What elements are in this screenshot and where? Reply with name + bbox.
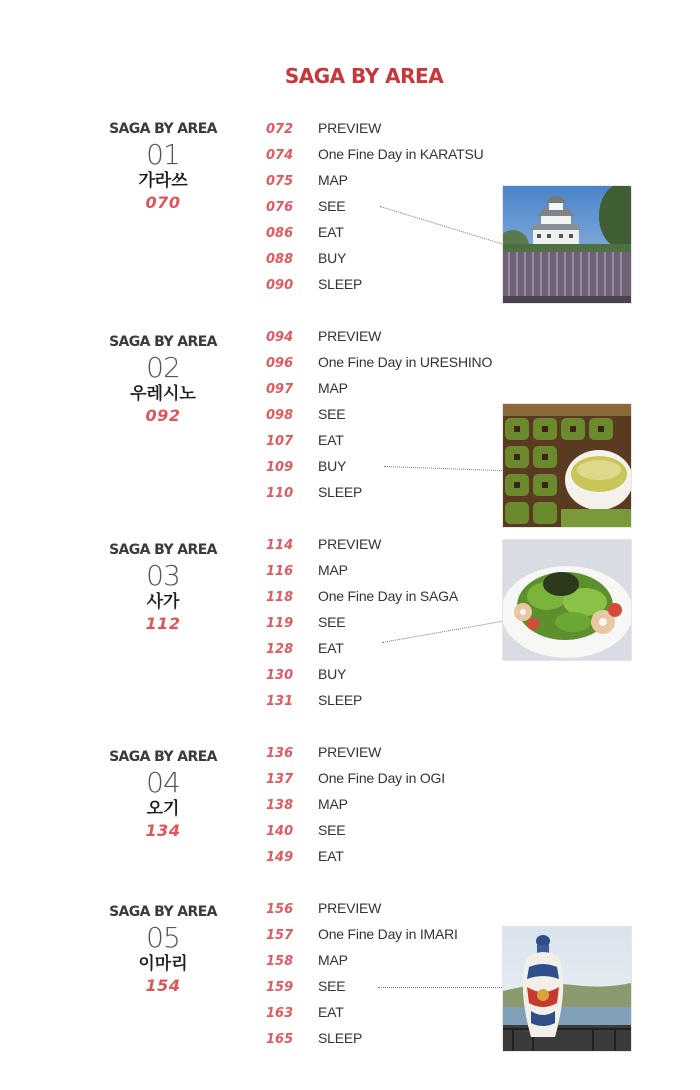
toc-page-number: 119 xyxy=(266,616,294,631)
area-start-page: 154 xyxy=(145,976,181,995)
toc-entry[interactable] xyxy=(266,115,484,141)
area-heading xyxy=(98,120,228,214)
toc-entry[interactable] xyxy=(266,167,484,193)
area-number: 05 xyxy=(146,921,180,954)
toc-entry-title: MAP xyxy=(318,952,348,968)
toc-page-number: 086 xyxy=(266,226,294,241)
toc-page-number: 157 xyxy=(266,928,294,943)
toc-page-number: 159 xyxy=(266,980,294,995)
porcelain-vase-photo-svg xyxy=(503,927,631,1051)
porcelain-vase-photo-icon xyxy=(502,926,632,1052)
area-label: SAGA BY AREA xyxy=(109,749,217,765)
area-number: 03 xyxy=(146,559,180,592)
toc-page-number: 090 xyxy=(266,278,294,293)
toc-page-number: 149 xyxy=(266,850,294,865)
toc-entry-title: PREVIEW xyxy=(318,744,382,760)
toc-entry[interactable] xyxy=(266,583,458,609)
toc-entry-title: EAT xyxy=(318,1004,344,1020)
toc-page-number: 097 xyxy=(266,382,294,397)
leader-line xyxy=(378,987,506,988)
toc-entry-title: SLEEP xyxy=(318,1030,363,1046)
toc-entry[interactable] xyxy=(266,999,458,1025)
toc-entry-title: SEE xyxy=(318,822,346,838)
toc-entry[interactable] xyxy=(266,609,458,635)
toc-page-number: 140 xyxy=(266,824,294,839)
toc-page-number: 130 xyxy=(266,668,294,683)
toc-page-number: 158 xyxy=(266,954,294,969)
page-title: SAGA BY AREA xyxy=(284,64,444,88)
toc-entry[interactable] xyxy=(266,1025,458,1051)
toc-entry[interactable] xyxy=(266,375,492,401)
toc-list xyxy=(266,531,458,713)
toc-page-number: 074 xyxy=(266,148,294,163)
area-name: 가라쓰 xyxy=(138,171,188,191)
toc-entry[interactable] xyxy=(266,739,445,765)
toc-entry[interactable] xyxy=(266,193,484,219)
toc-page-number: 116 xyxy=(266,564,294,579)
toc-entry[interactable] xyxy=(266,947,458,973)
toc-entry[interactable] xyxy=(266,817,445,843)
toc-entry[interactable] xyxy=(266,635,458,661)
toc-entry[interactable] xyxy=(266,427,492,453)
toc-entry-title: SLEEP xyxy=(318,276,363,292)
toc-entry-title: BUY xyxy=(318,250,347,266)
area-name: 우레시노 xyxy=(130,384,196,404)
area-heading xyxy=(98,748,228,842)
toc-page-number: 075 xyxy=(266,174,294,189)
toc-entry[interactable] xyxy=(266,349,492,375)
toc-entry-title: MAP xyxy=(318,172,348,188)
toc-entry-title: EAT xyxy=(318,224,344,240)
toc-page-number: 163 xyxy=(266,1006,294,1021)
toc-entry[interactable] xyxy=(266,479,492,505)
toc-entry-title: SEE xyxy=(318,406,346,422)
toc-entry[interactable] xyxy=(266,921,458,947)
toc-entry-title: One Fine Day in KARATSU xyxy=(318,146,484,162)
toc-entry[interactable] xyxy=(266,245,484,271)
toc-entry-title: EAT xyxy=(318,848,344,864)
toc-entry[interactable] xyxy=(266,401,492,427)
toc-entry-title: SEE xyxy=(318,198,346,214)
toc-list xyxy=(266,323,492,505)
toc-entry-title: BUY xyxy=(318,666,347,682)
toc-page-number: 096 xyxy=(266,356,294,371)
toc-entry-title: SEE xyxy=(318,978,346,994)
toc-entry[interactable] xyxy=(266,219,484,245)
toc-page-number: 107 xyxy=(266,434,294,449)
toc-entry[interactable] xyxy=(266,765,445,791)
area-label: SAGA BY AREA xyxy=(109,542,217,558)
area-start-page: 070 xyxy=(145,193,181,212)
toc-entry[interactable] xyxy=(266,557,458,583)
area-label: SAGA BY AREA xyxy=(109,334,217,350)
toc-entry-title: PREVIEW xyxy=(318,536,382,552)
toc-page-number: 131 xyxy=(266,694,294,709)
toc-entry-title: PREVIEW xyxy=(318,328,382,344)
area-heading xyxy=(98,903,228,997)
toc-page-number: 072 xyxy=(266,122,294,137)
toc-page-number: 128 xyxy=(266,642,294,657)
toc-entry[interactable] xyxy=(266,453,492,479)
castle-photo-icon xyxy=(502,185,632,304)
toc-entry[interactable] xyxy=(266,141,484,167)
toc-entry[interactable] xyxy=(266,843,445,869)
toc-entry-title: PREVIEW xyxy=(318,900,382,916)
tea-sweets-photo-svg xyxy=(503,404,631,527)
toc-entry[interactable] xyxy=(266,687,458,713)
tea-sweets-photo-icon xyxy=(502,403,632,528)
toc-page-number: 165 xyxy=(266,1032,294,1047)
toc-page-number: 109 xyxy=(266,460,294,475)
toc-entry-title: One Fine Day in URESHINO xyxy=(318,354,493,370)
area-start-page: 112 xyxy=(145,614,181,633)
toc-entry-title: MAP xyxy=(318,562,348,578)
toc-entry-title: One Fine Day in IMARI xyxy=(318,926,458,942)
salad-photo-svg xyxy=(503,540,631,660)
toc-entry-title: SLEEP xyxy=(318,484,363,500)
toc-entry[interactable] xyxy=(266,791,445,817)
area-name: 이마리 xyxy=(138,954,188,974)
toc-entry[interactable] xyxy=(266,323,492,349)
toc-entry-title: MAP xyxy=(318,796,348,812)
castle-photo-svg xyxy=(503,186,631,303)
area-number: 04 xyxy=(146,766,180,799)
toc-entry-title: SLEEP xyxy=(318,692,363,708)
toc-entry-title: EAT xyxy=(318,640,344,656)
toc-entry[interactable] xyxy=(266,973,458,999)
area-label: SAGA BY AREA xyxy=(109,904,217,920)
area-name: 사가 xyxy=(146,592,180,612)
area-heading xyxy=(98,333,228,427)
toc-list xyxy=(266,115,484,297)
area-number: 02 xyxy=(146,351,180,384)
toc-page-number: 156 xyxy=(266,902,294,917)
toc-entry-title: PREVIEW xyxy=(318,120,382,136)
area-name: 오기 xyxy=(146,799,180,819)
toc-list xyxy=(266,895,458,1051)
area-heading xyxy=(98,541,228,635)
toc-entry-title: EAT xyxy=(318,432,344,448)
area-start-page: 092 xyxy=(145,406,181,425)
toc-page-number: 094 xyxy=(266,330,294,345)
toc-page-number: 088 xyxy=(266,252,294,267)
toc-entry[interactable] xyxy=(266,895,458,921)
toc-entry-title: MAP xyxy=(318,380,348,396)
toc-page-number: 137 xyxy=(266,772,294,787)
toc-page-number: 118 xyxy=(266,590,294,605)
toc-entry[interactable] xyxy=(266,531,458,557)
toc-page-number: 110 xyxy=(266,486,294,501)
toc-page-number: 076 xyxy=(266,200,294,215)
toc-list xyxy=(266,739,445,869)
toc-entry-title: BUY xyxy=(318,458,347,474)
toc-entry-title: One Fine Day in SAGA xyxy=(318,588,458,604)
toc-page-number: 136 xyxy=(266,746,294,761)
toc-entry-title: One Fine Day in OGI xyxy=(318,770,445,786)
salad-photo-icon xyxy=(502,539,632,661)
toc-entry-title: SEE xyxy=(318,614,346,630)
toc-entry[interactable] xyxy=(266,661,458,687)
toc-entry[interactable] xyxy=(266,271,484,297)
toc-page-number: 138 xyxy=(266,798,294,813)
area-label: SAGA BY AREA xyxy=(109,121,217,137)
area-number: 01 xyxy=(146,138,180,171)
toc-page-number: 114 xyxy=(266,538,294,553)
area-start-page: 134 xyxy=(145,821,181,840)
toc-page-number: 098 xyxy=(266,408,294,423)
